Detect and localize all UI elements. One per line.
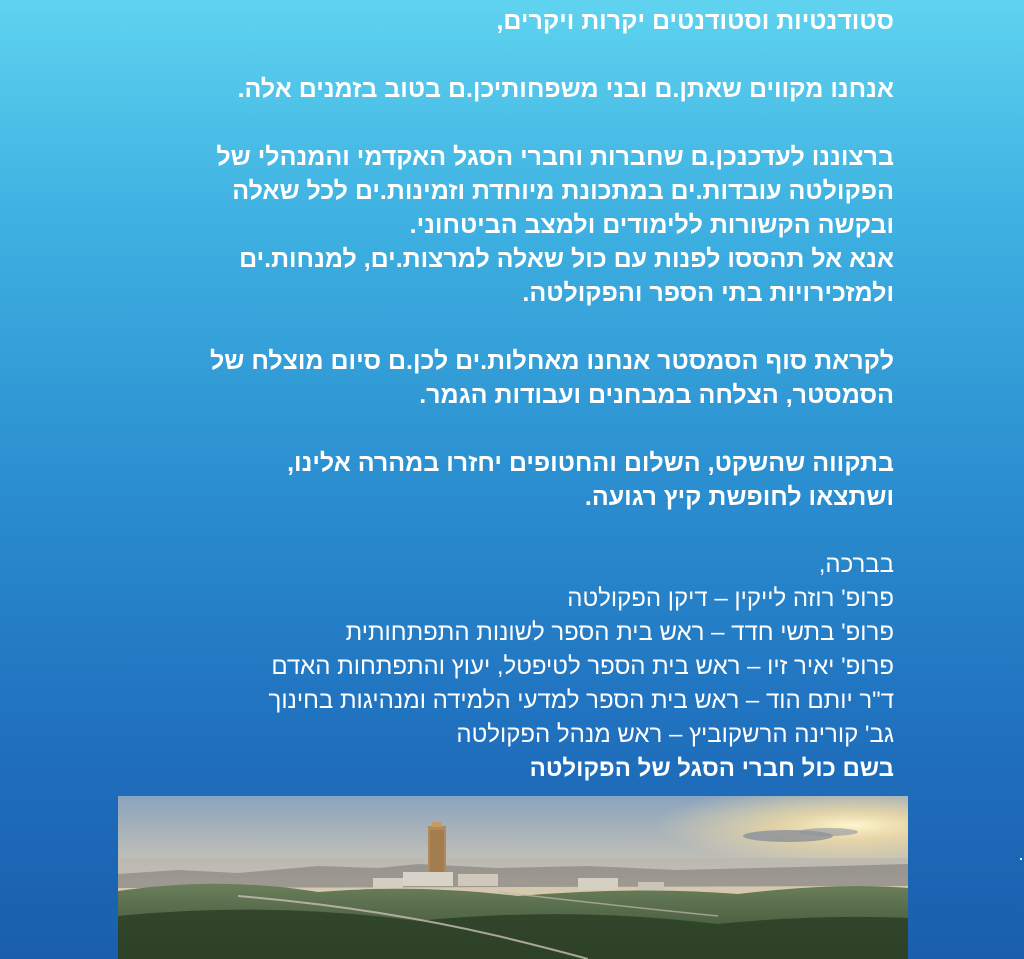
closing: בברכה, — [818, 551, 894, 578]
paragraph-2-line: הפקולטה עובדות.ים במתכונת מיוחדת וזמינות.ים לכל שאלה — [232, 177, 894, 205]
greeting-text: סטודנטיות וסטודנטים יקרות ויקרים, — [496, 7, 894, 35]
greeting — [94, 4, 894, 38]
signature-block — [94, 548, 894, 786]
paragraph-3-line: לקראת סוף הסמסטר אנחנו מאחלות.ים לכן.ם סיום מוצלח של — [209, 347, 894, 375]
on-behalf-line: בשם כול חברי הסגל של הפקולטה — [529, 755, 894, 782]
signatory: פרופ' יאיר זיו – ראש בית הספר לטיפטל, יעוץ והתפתחות האדם — [271, 653, 894, 680]
letter — [94, 4, 894, 786]
paragraph-4-line: בתקווה שהשקט, השלום והחטופים יחזרו במהרה אלינו, — [287, 449, 894, 477]
paragraph-2-line: ולמזכירויות בתי הספר והפקולטה. — [522, 279, 894, 307]
paragraph-4-line: ושתצאו לחופשת קיץ רגועה. — [584, 483, 894, 511]
paragraph-2-line: אנא אל תהססו לפנות עם כול שאלה למרצות.ים, למנחות.ים — [239, 245, 894, 273]
edge-dot — [1020, 858, 1022, 860]
signatory: פרופ' בתשי חדד – ראש בית הספר לשונות התפתחותית — [345, 619, 894, 646]
paragraph-1 — [94, 72, 894, 106]
paragraph-2-line: ובקשה הקשורות ללימודים ולמצב הביטחוני. — [409, 211, 894, 239]
paragraph-2 — [94, 140, 894, 310]
signatory: ד"ר יותם הוד – ראש בית הספר למדעי הלמידה ומנהיגות בחינוך — [268, 687, 894, 714]
signatory: פרופ' רוזה לייקין – דיקן הפקולטה — [567, 585, 894, 612]
paragraph-4 — [94, 446, 894, 514]
signatory: גב' קורינה הרשקוביץ – ראש מנהל הפקולטה — [456, 721, 894, 748]
paragraph-3-line: הסמסטר, הצלחה במבחנים ועבודות הגמר. — [419, 381, 894, 409]
campus-panorama-image — [118, 796, 908, 959]
paragraph-3 — [94, 344, 894, 412]
paragraph-1-text: אנחנו מקווים שאתן.ם ובני משפחותיכן.ם בטוב בזמנים אלה. — [237, 75, 894, 103]
paragraph-2-line: ברצוננו לעדכנכן.ם שחברות וחברי הסגל האקדמי והמנהלי של — [216, 143, 894, 171]
